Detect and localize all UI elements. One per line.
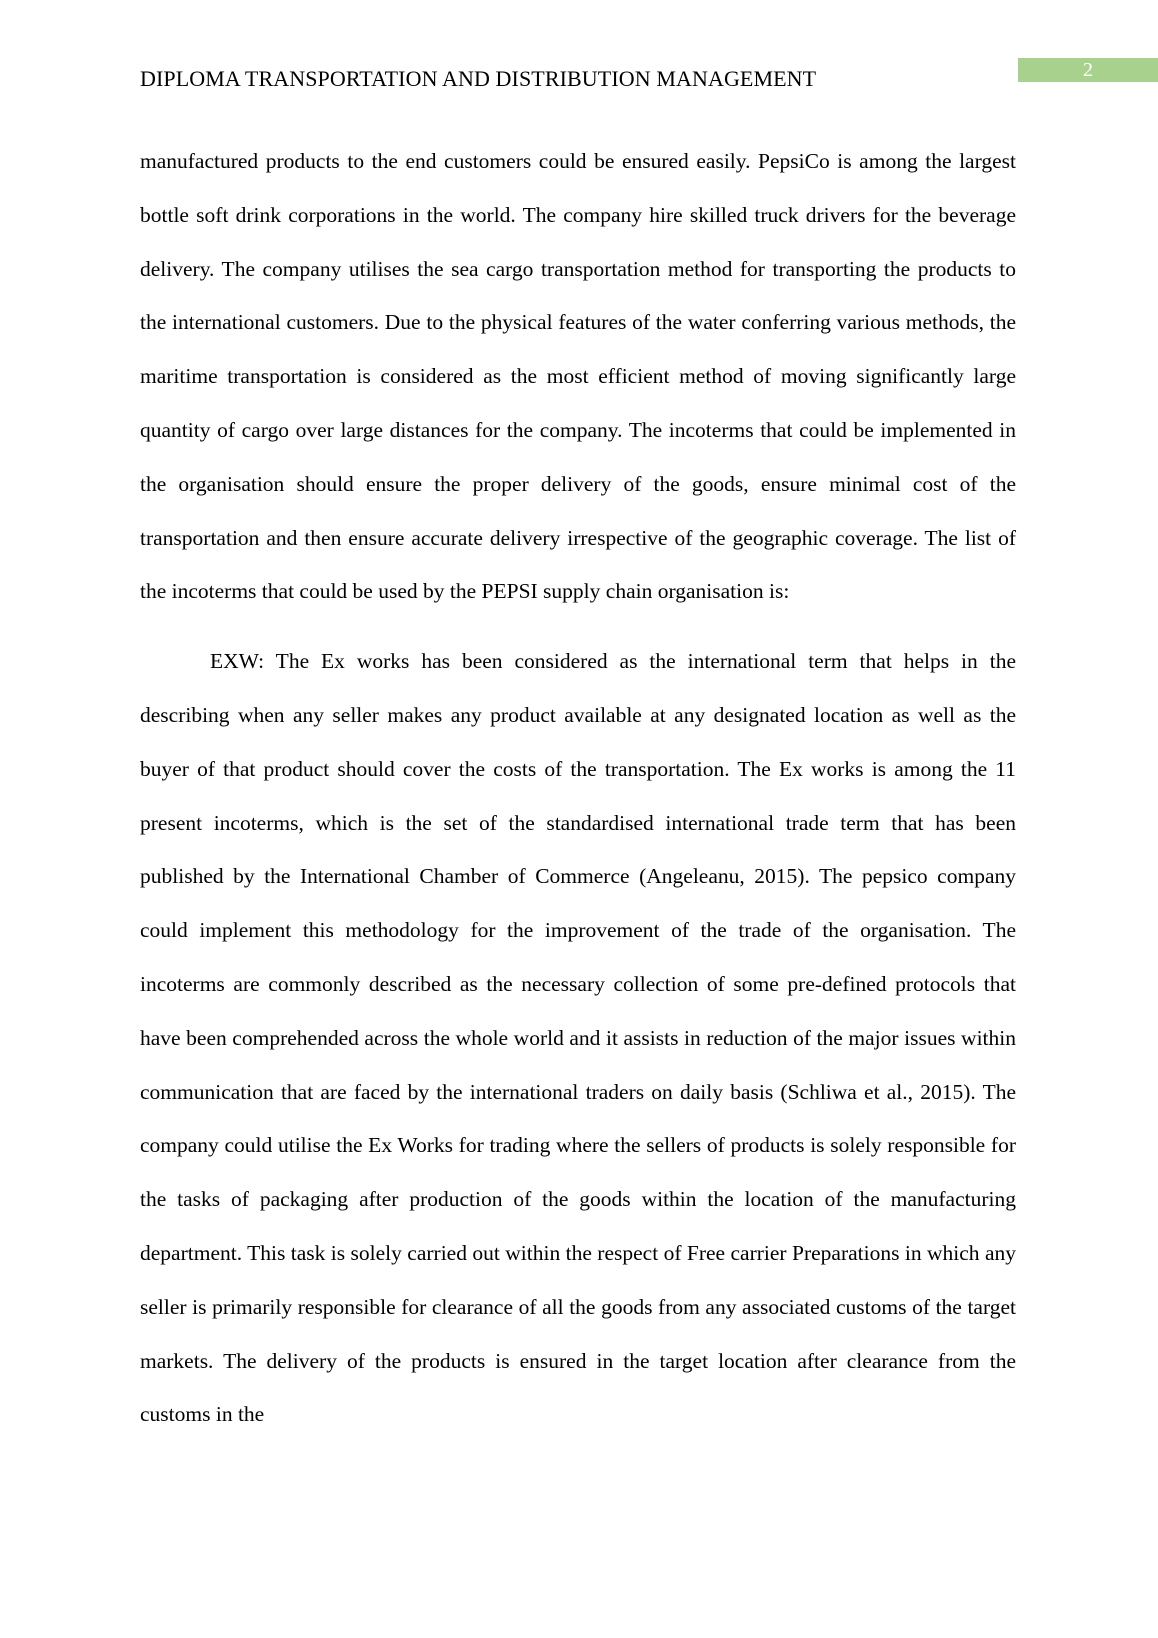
body-text [140, 135, 1016, 1442]
page-number: 2 [1018, 58, 1158, 82]
running-header: DIPLOMA TRANSPORTATION AND DISTRIBUTION MANAGEMENT [140, 66, 817, 91]
paragraph-intro: manufactured products to the end customers could be ensured easily. PepsiCo is among the largest bottle soft drink corporations in the world. The company hire skilled truck drivers for the beverage delivery. The company utilises the sea cargo transportation method for transporting the products to the international customers. Due to the physical features of the water conferring various methods, the maritime transportation is considered as the most efficient method of moving significantly large quantity of cargo over large distances for the company. The incoterms that could be implemented in the organisation should ensure the proper delivery of the goods, ensure minimal cost of the transportation and then ensure accurate delivery irrespective of the geographic coverage. The list of the incoterms that could be used by the PEPSI supply chain organisation is: [140, 149, 1016, 604]
paragraph-exw: EXW: The Ex works has been considered as the international term that helps in the describing when any seller makes any product available at any designated location as well as the buyer of that product should cover the costs of the transportation. The Ex works is among the 11 present incoterms, which is the set of the standardised international trade term that has been published by the International Chamber of Commerce (Angeleanu, 2015). The pepsico company could implement this methodology for the improvement of the trade of the organisation. The incoterms are commonly described as the necessary collection of some pre-defined protocols that have been comprehended across the whole world and it assists in reduction of the major issues within communication that are faced by the international traders on daily basis (Schliwa et al., 2015). The company could utilise the Ex Works for trading where the sellers of products is solely responsible for the tasks of packaging after production of the goods within the location of the manufacturing department. This task is solely carried out within the respect of Free carrier Preparations in which any seller is primarily responsible for clearance of all the goods from any associated customs of the target markets. The delivery of the products is ensured in the target location after clearance from the customs in the [140, 649, 1016, 1427]
